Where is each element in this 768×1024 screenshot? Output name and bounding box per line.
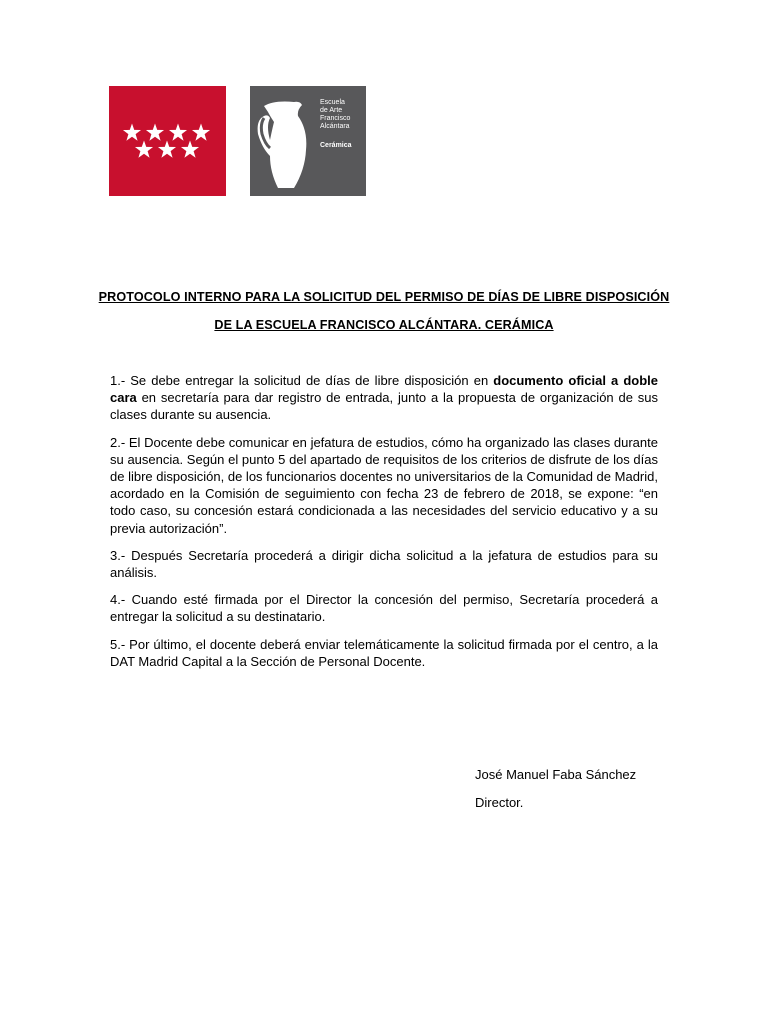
school-logo-subtitle: Cerámica	[320, 142, 352, 149]
school-logo-line3: Francisco	[320, 115, 351, 122]
paragraph-2: 2.- El Docente debe comunicar en jefatura de estudios, cómo ha organizado las clases durante su ausencia. Según el punto 5 del apartado de requisitos de los criterios de disfrute de los días de libre disposición, de los funcionarios docentes no universitarios de la Comunidad de Madrid, acordado en la Comisión de seguimiento con fecha 23 de febrero de 2018, se expone: “en todo caso, su concesión estará condicionada a las necesidades del servicio educativo y a su previa autorización”.	[110, 434, 658, 536]
school-logo-line4: Alcántara	[320, 123, 350, 130]
paragraph-5: 5.- Por último, el docente deberá enviar telemáticamente la solicitud firmada por el centro, a la DAT Madrid Capital a la Sección de Personal Docente.	[110, 636, 658, 669]
paragraph-1-emphasis: documento oficial a doble cara	[110, 373, 658, 406]
document-title-line2: DE LA ESCUELA FRANCISCO ALCÁNTARA. CERÁMICA	[214, 318, 554, 332]
comunidad-de-madrid-logo	[109, 86, 226, 196]
document-title-line1: PROTOCOLO INTERNO PARA LA SOLICITUD DEL PERMISO DE DÍAS DE LIBRE DISPOSICIÓN	[98, 290, 670, 304]
paragraph-3: 3.- Después Secretaría procederá a dirigir dicha solicitud a la jefatura de estudios para su análisis.	[110, 547, 658, 581]
document-body	[110, 372, 658, 680]
paragraph-4: 4.- Cuando esté firmada por el Director la concesión del permiso, Secretaría procederá a entregar la solicitud a su destinatario.	[110, 592, 658, 625]
school-logo-line2: de Arte	[320, 107, 343, 114]
escuela-arte-logo	[250, 86, 366, 196]
signatory-role: Director.	[475, 795, 524, 810]
paragraph-1-start: 1.- Se debe entregar la solicitud de días de libre disposición en	[110, 373, 494, 388]
paragraph-1	[110, 372, 658, 424]
signatory-name: José Manuel Faba Sánchez	[475, 767, 637, 782]
paragraph-1-end: en secretaría para dar registro de entrada, junto a la propuesta de organización de sus clases durante su ausencia.	[110, 390, 658, 423]
school-logo-line1: Escuela	[320, 99, 345, 106]
